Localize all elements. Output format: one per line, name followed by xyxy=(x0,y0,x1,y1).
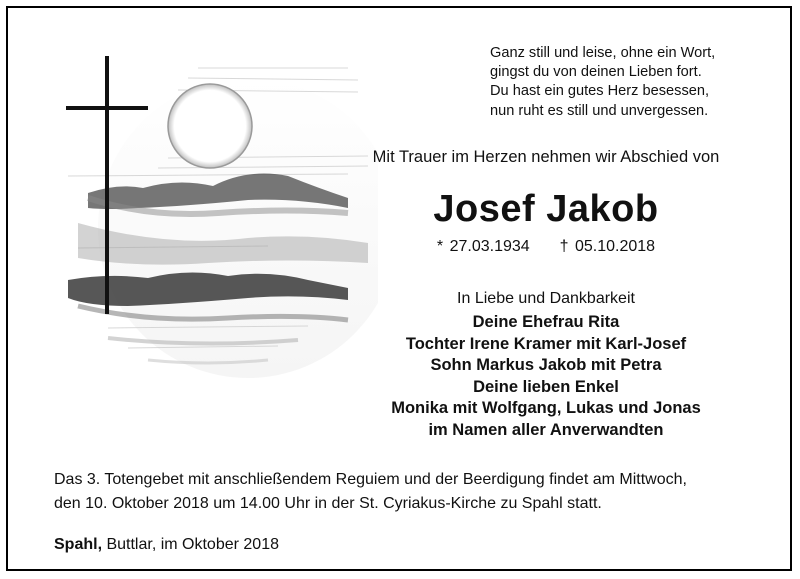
poem-line: Ganz still und leise, ohne ein Wort, xyxy=(490,45,716,61)
mourner-line: Monika mit Wolfgang, Lukas und Jonas xyxy=(391,399,701,417)
notice-line: den 10. Oktober 2018 um 14.00 Uhr in der St. Cyriakus-Kirche zu Spahl statt. xyxy=(54,495,602,512)
place-town: Spahl, xyxy=(54,536,103,553)
poem-line: Du hast ein gutes Herz besessen, xyxy=(490,83,710,100)
sun-icon xyxy=(168,84,252,168)
poem xyxy=(490,44,790,121)
obituary-frame xyxy=(6,6,792,571)
mourner-line: Tochter Irene Kramer mit Karl-Josef xyxy=(405,334,687,353)
mourner-line: Deine lieben Enkel xyxy=(473,377,619,396)
place-rest: Buttlar, im Oktober 2018 xyxy=(102,536,279,553)
deceased-name: Josef Jakob xyxy=(433,188,659,230)
mourner-line: Sohn Markus Jakob mit Petra xyxy=(430,356,662,374)
funeral-notice xyxy=(54,468,784,516)
birth-date: * 27.03.1934 xyxy=(436,238,530,255)
mourners-heading: In Liebe und Dankbarkeit xyxy=(457,290,635,307)
intro-text: Mit Trauer im Herzen nehmen wir Abschied von xyxy=(372,148,720,166)
mourner-line: im Namen aller Anverwandten xyxy=(428,420,664,439)
death-date: † 05.10.2018 xyxy=(559,238,656,255)
notice-line: Das 3. Totengebet mit anschließendem Reguiem und der Beerdigung findet am Mittwoch, xyxy=(54,471,687,488)
poem-line: nun ruht es still und unvergessen. xyxy=(490,102,709,119)
mourners-list xyxy=(326,288,766,441)
mourner-line: Deine Ehefrau Rita xyxy=(472,313,620,331)
place-date xyxy=(54,536,279,554)
life-dates xyxy=(326,238,766,256)
poem-line: gingst du von deinen Lieben fort. xyxy=(490,64,702,81)
